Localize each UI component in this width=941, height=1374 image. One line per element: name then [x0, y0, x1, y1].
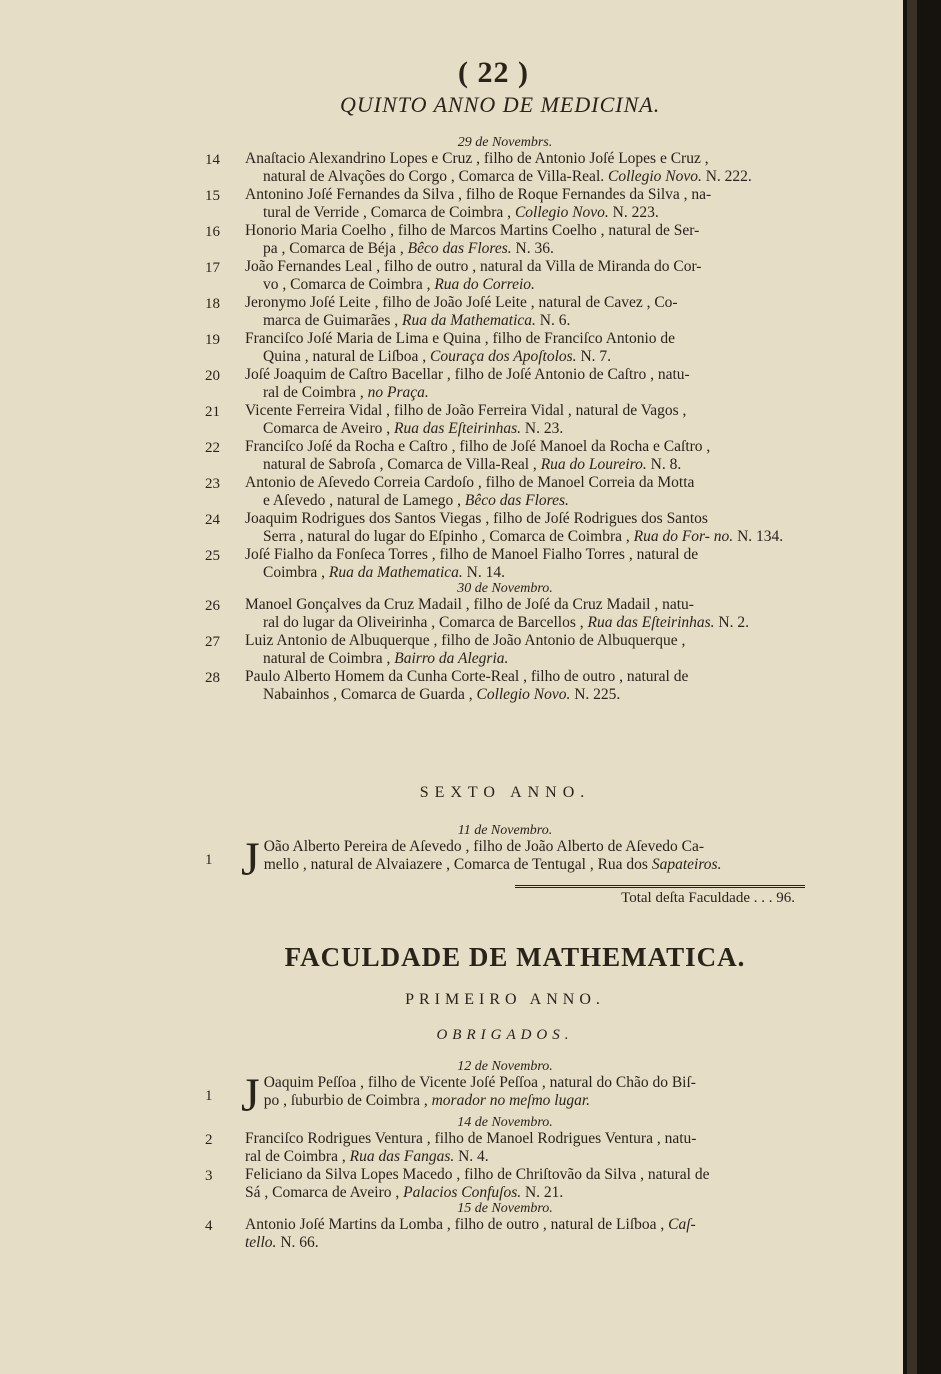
entry-number: 1 — [205, 1088, 213, 1104]
entry-number: 18 — [205, 296, 220, 312]
entry-number-ref: N. 6. — [539, 311, 571, 329]
section-subtitle: OBRIGADOS. — [436, 1027, 574, 1043]
entry-text: Franciſco Joſé da Rocha e Caſtro , filho de Joſé Manoel da Rocha e Caſtro , — [245, 438, 711, 455]
entry-text: Sá , Comarca de Aveiro , — [245, 1183, 400, 1201]
entry-number: 28 — [205, 670, 220, 686]
entry-text: Luiz Antonio de Albuquerque , filho de João Antonio de Albuquerque , — [245, 632, 686, 649]
list-item — [205, 1216, 805, 1251]
facing-page-edge — [907, 0, 917, 1374]
entry-address: Sapateiros. — [651, 855, 722, 873]
entry-text: Serra , natural do lugar do Eſpinho , Comarca de Coimbra , — [263, 527, 630, 545]
entry-number-ref: N. 14. — [466, 563, 505, 581]
entry-number-ref: N. 225. — [574, 685, 621, 703]
date-heading: 14 de Novembro. — [457, 1115, 553, 1130]
list-item — [205, 366, 805, 401]
entry-number: 17 — [205, 260, 220, 276]
drop-cap: J — [241, 833, 260, 886]
entry-number: 16 — [205, 224, 220, 240]
entry-text: Antonio de Aſevedo Correia Cardoſo , filho de Manoel Correia da Motta — [245, 474, 695, 491]
entry-number: 4 — [205, 1218, 213, 1234]
date-heading: 30 de Novembro. — [457, 581, 553, 596]
entry-text: João Fernandes Leal , filho de outro , natural da Villa de Miranda do Cor- — [245, 258, 702, 275]
entry-list — [205, 596, 805, 703]
entry-text: Franciſco Joſé Maria de Lima e Quina , filho de Franciſco Antonio de — [245, 330, 676, 347]
sexto-anno-section — [205, 766, 805, 907]
entry-text: Feliciano da Silva Lopes Macedo , filho de Chriſtovão da Silva , natural de — [245, 1166, 710, 1183]
entry-address: Rua do Correio. — [434, 275, 535, 293]
list-item — [205, 438, 805, 473]
list-item — [205, 294, 805, 329]
list-item — [205, 1069, 805, 1122]
entry-text: Nabainhos , Comarca de Guarda , — [263, 685, 473, 703]
entry-text: mello , natural de Alvaiazere , Comarca de Tentugal , Rua dos — [263, 855, 648, 873]
entry-text: Oão Alberto Pereira de Aſevedo , filho de João Alberto de Aſevedo Ca- — [263, 838, 705, 855]
list-item — [205, 474, 805, 509]
entry-number-ref: N. 36. — [515, 239, 554, 257]
entry-number-ref: N. 66. — [280, 1233, 319, 1251]
date-heading: 11 de Novembro. — [457, 823, 553, 838]
list-item — [205, 222, 805, 257]
list-item — [205, 150, 805, 185]
entry-text: Antonino Joſé Fernandes da Silva , filho de Roque Fernandes da Silva , na- — [245, 186, 712, 203]
entry-text: ral de Coimbra , — [263, 383, 364, 401]
entry-address: Bairro da Alegria. — [394, 649, 509, 667]
entry-number: 2 — [205, 1132, 213, 1148]
entry-address: Collegio Novo. — [476, 685, 571, 703]
list-item — [205, 668, 805, 703]
entry-number: 19 — [205, 332, 220, 348]
entry-address: Rua da Mathematica. — [328, 563, 463, 581]
list-item — [205, 402, 805, 437]
entry-number-ref: N. 223. — [612, 203, 659, 221]
mathematica-section — [205, 900, 805, 1252]
entry-address: no Praça. — [367, 383, 429, 401]
entry-text: Joaquim Rodrigues dos Santos Viegas , filho de Joſé Rodrigues dos Santos — [245, 510, 708, 527]
list-item — [205, 1166, 805, 1201]
entry-address: morador no meſmo lugar. — [431, 1091, 591, 1109]
entry-text: natural de Sabroſa , Comarca de Villa-Real , — [263, 455, 537, 473]
entry-text: Franciſco Rodrigues Ventura , filho de Manoel Rodrigues Ventura , natu- — [245, 1130, 697, 1147]
entry-text: Anaſtacio Alexandrino Lopes e Cruz , filho de Antonio Joſé Lopes e Cruz , — [245, 150, 709, 167]
list-item — [205, 510, 805, 545]
entry-number: 27 — [205, 634, 220, 650]
entry-address: Couraça dos Apoſtolos. — [430, 347, 577, 365]
entry-text: Oaquim Peſſoa , filho de Vicente Joſé Peſſoa , natural do Chão do Biſ- — [263, 1074, 696, 1091]
entry-text: Antonio Joſé Martins da Lomba , filho de outro , natural de Liſboa , — [245, 1216, 665, 1233]
entry-address: Rua das Eſteirinhas. — [394, 419, 522, 437]
entry-list — [205, 150, 805, 581]
entry-text: Paulo Alberto Homem da Cunha Corte-Real , filho de outro , natural de — [245, 668, 689, 685]
entry-number-ref: N. 4. — [458, 1147, 489, 1165]
entry-text: Quina , natural de Liſboa , — [263, 347, 427, 365]
faculty-total: Total deſta Faculdade . . . 96. — [515, 885, 805, 907]
entry-number: 3 — [205, 1168, 213, 1184]
page-number: ( 22 ) — [458, 56, 529, 89]
quinto-anno-section — [205, 136, 805, 704]
running-head: QUINTO ANNO DE MEDICINA. — [340, 92, 661, 117]
list-item — [205, 632, 805, 667]
entry-number: 23 — [205, 476, 220, 492]
entry-text: ral de Coimbra , — [245, 1147, 346, 1165]
entry-text: tural de Verride , Comarca de Coimbra , — [263, 203, 512, 221]
list-item — [205, 330, 805, 365]
entry-number: 25 — [205, 548, 220, 564]
entry-address: Rua da Mathematica. — [402, 311, 536, 329]
entry-number: 1 — [205, 852, 213, 868]
entry-address: Rua das Eſteirinhas. — [587, 613, 715, 631]
entry-text: vo , Comarca de Coimbra , — [263, 275, 431, 293]
entry-text: Vicente Ferreira Vidal , filho de João Ferreira Vidal , natural de Vagos , — [245, 402, 687, 419]
entry-number: 22 — [205, 440, 220, 456]
entry-address: Bêco das Flores. — [407, 239, 512, 257]
date-heading: 15 de Novembro. — [457, 1201, 553, 1216]
entry-text: Joſé Joaquim de Caſtro Bacellar , filho de Joſé Antonio de Caſtro , natu- — [245, 366, 690, 383]
drop-cap: J — [241, 1069, 260, 1122]
entry-address: Collegio Novo. — [514, 203, 609, 221]
entry-text: Honorio Maria Coelho , filho de Marcos Martins Coelho , natural de Ser- — [245, 222, 700, 239]
entry-address: Rua do Loureiro. — [540, 455, 647, 473]
entry-number-ref: N. 23. — [524, 419, 564, 437]
entry-text: Joſé Fialho da Fonſeca Torres , filho de Manoel Fialho Torres , natural de — [245, 546, 699, 563]
entry-number-ref: N. 7. — [580, 347, 612, 365]
faculty-title: FACULDADE DE MATHEMATICA. — [284, 942, 746, 972]
entry-number: 15 — [205, 188, 220, 204]
entry-number: 24 — [205, 512, 220, 528]
entry-text: ral do lugar da Oliveirinha , Comarca de Barcellos , — [263, 613, 584, 631]
entry-text: natural de Alvações do Corgo , Comarca de Villa-Real. — [263, 167, 605, 185]
list-item — [205, 186, 805, 221]
list-item — [205, 833, 805, 886]
entry-number-ref: N. 134. — [737, 527, 784, 545]
list-item — [205, 546, 805, 581]
entry-address: Rua do For- no. — [633, 527, 734, 545]
book-gutter — [903, 0, 941, 1374]
section-title: PRIMEIRO ANNO. — [405, 991, 605, 1008]
entry-text: Comarca de Aveiro , — [263, 419, 391, 437]
entry-text: po , ſuburbio de Coimbra , — [263, 1091, 428, 1109]
entry-address: Caſ- — [668, 1216, 696, 1233]
entry-address: Collegio Novo. — [608, 167, 702, 185]
list-item — [205, 258, 805, 293]
entry-number-ref: N. 222. — [705, 167, 752, 185]
date-heading: 12 de Novembro. — [457, 1059, 553, 1074]
list-item — [205, 596, 805, 631]
entry-text: e Aſevedo , natural de Lamego , — [263, 491, 461, 509]
entry-text: marca de Guimarães , — [263, 311, 399, 329]
entry-number-ref: N. 21. — [524, 1183, 564, 1201]
entry-number: 21 — [205, 404, 220, 420]
entry-address: Palacios Confuſos. — [403, 1183, 522, 1201]
entry-address: Rua das Fangas. — [349, 1147, 455, 1165]
entry-text: pa , Comarca de Béja , — [263, 239, 404, 257]
entry-text: Coimbra , — [263, 563, 325, 581]
entry-number: 14 — [205, 152, 220, 168]
entry-text: natural de Coimbra , — [263, 649, 391, 667]
entry-address: tello. — [245, 1233, 277, 1251]
list-item — [205, 1130, 805, 1165]
entry-number-ref: N. 2. — [718, 613, 749, 631]
entry-address: Bêco das Flores. — [464, 491, 569, 509]
date-heading: 29 de Novembrs. — [457, 135, 553, 150]
entry-number: 26 — [205, 598, 220, 614]
entry-text: Jeronymo Joſé Leite , filho de João Joſé Leite , natural de Cavez , Co- — [245, 294, 678, 311]
entry-number-ref: N. 8. — [650, 455, 682, 473]
section-title: SEXTO ANNO. — [419, 784, 591, 801]
entry-text: Manoel Gonçalves da Cruz Madail , filho de Joſé da Cruz Madail , natu- — [245, 596, 694, 613]
entry-number: 20 — [205, 368, 220, 384]
